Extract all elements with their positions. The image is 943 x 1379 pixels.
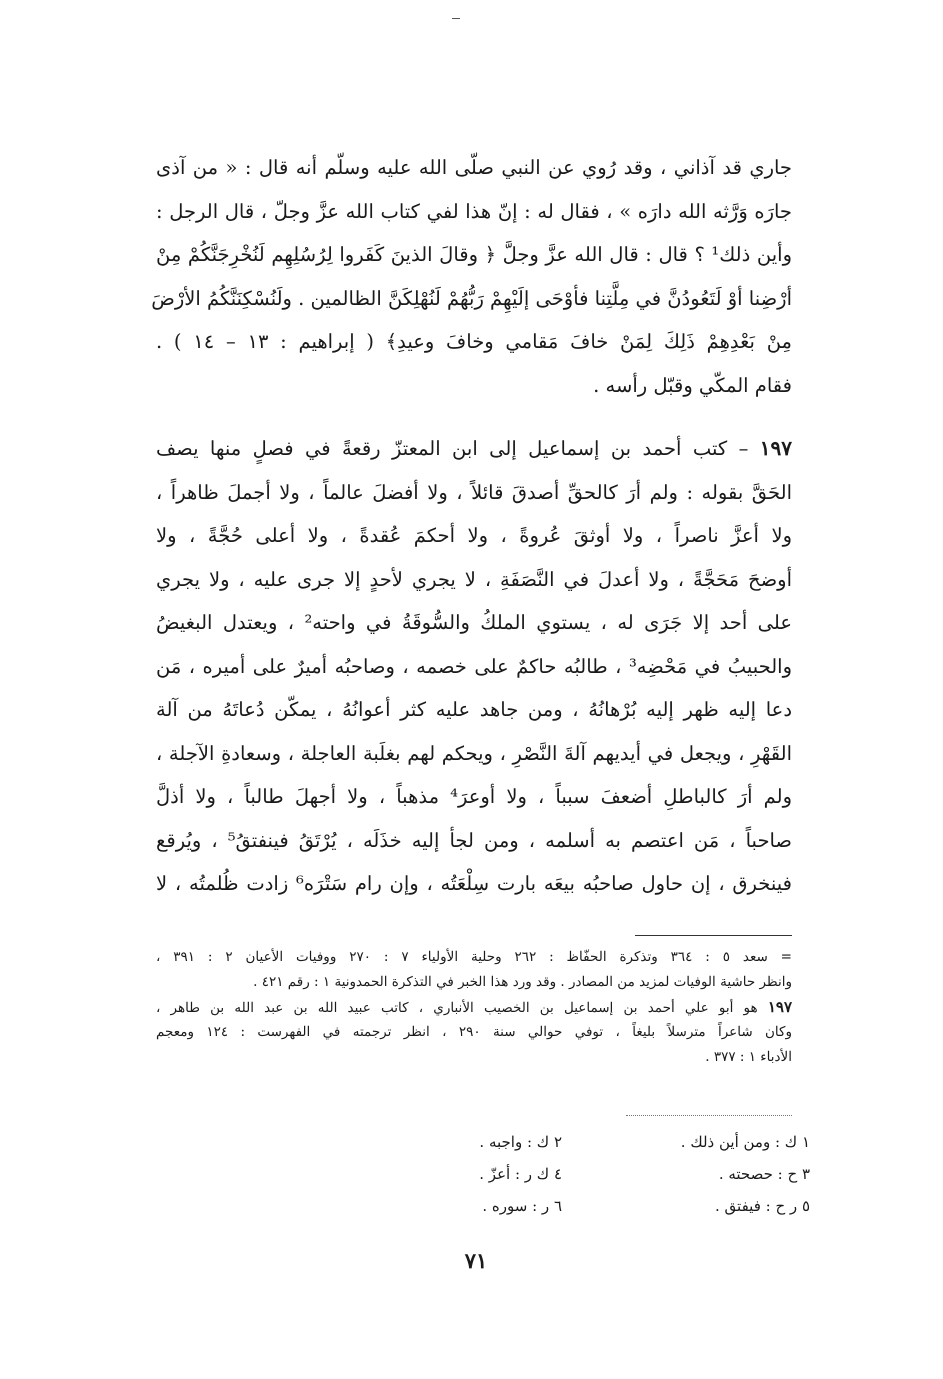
variant-row	[360, 1126, 810, 1158]
text-line: مِنْ بَعْدِهِمْ ذَلِكَ لِمَنْ خافَ مَقامي وخافَ وعيدِ﴾ ( إبراهيم : ١٣ – ١٤ ) .	[156, 330, 792, 353]
variant-reading: ٣ ح : حصحته .	[718, 1165, 810, 1183]
text-line: أوضحَ مَحَجَّةً ، ولا أعدلَ في النَّصَفَةِ ، لا يجري لأحدٍ إلا جرى عليه ، ولا يجري	[156, 567, 792, 591]
text-line: صاحباً ، مَن اعتصم به أسلمه ، ومن لجأ إليه خذَلَه ، يُرْتَقُ فينفتقُ⁵ ، ويُرقع	[156, 828, 792, 852]
text-line: فينخرق ، إن حاول صاحبُه بيعَه بارت سِلْعَتُه ، وإن رام سَتْرَه⁶ زادت ظُلمتُه ، لا	[156, 872, 792, 895]
variants-divider	[626, 1115, 792, 1116]
text-line: ولا أعزَّ ناصراً ، ولا أوثقَ عُروةً ، ولا أحكمَ عُقدةً ، ولا أعلى حُجَّةً ، ولا	[156, 524, 792, 547]
paragraph-gap	[156, 407, 792, 427]
variant-readings	[360, 1126, 810, 1222]
text-line: أرْضِنا أوْ لَتَعُودُنَّ في مِلَّتِنا فأوْحَى إلَيْهِمْ رَبُّهُمْ لَنُهْلِكَنَّ الظالمين . ولَنُسْكِنَنَّكُمُ الأرْضَ	[151, 286, 792, 310]
entry-first-line	[156, 427, 792, 471]
text-line: على أحد إلا جَرَى له ، يستوي الملكُ والسُّوقَةُ في واحته² ، ويعتدل البغيضُ	[156, 611, 792, 634]
variant-row	[360, 1190, 810, 1222]
footnotes-block	[156, 945, 792, 1070]
text-line: ولم أرَ كالباطلِ أضعفَ سبباً ، ولا أوعرَ⁴ مذهباً ، ولا أجهلَ طالباً ، ولا أذلَّ	[156, 785, 792, 808]
footnote-line: = سعد ٥ : ٣٦٤ وتذكرة الحفّاظ : ٢٦٢ وحلية الأولياء ٧ : ٢٧٠ ووفيات الأعيان ٢ : ٣٩١ ،	[156, 949, 792, 965]
text-line: دعا إليه ظهر إليه بُرْهانُهُ ، ومن جاهد عليه كثر أعوانُهُ ، يمكّن دُعاتَهُ من آلة	[156, 698, 792, 721]
text-line: فقام المكّي وقبّل رأسه .	[593, 373, 792, 397]
text-line: وأين ذلك¹ ؟ قال : قال الله عزَّ وجلَّ ﴿ وقالَ الذينَ كَفَروا لِرُسُلِهِم لَنُخْرِجَنَّكُمْ مِنْ	[156, 243, 792, 266]
variant-row	[360, 1158, 810, 1190]
variant-reading: ٦ ر : سوره .	[482, 1197, 562, 1215]
footnote-line: وانظر حاشية الوفيات لمزيد من المصادر . وقد ورد هذا الخبر في التذكرة الحمدونية ١ : رقم ٤٢١ .	[253, 974, 792, 990]
top-mark	[452, 18, 460, 19]
footnote-divider	[635, 935, 792, 936]
footnote-entry-text: هو أبو علي أحمد بن إسماعيل بن الخصيب الأنباري ، كاتب عبيد الله بن عبد الله بن طاهر ،	[156, 1000, 758, 1016]
footnote-entry-line	[156, 995, 792, 1020]
footnote-line: وكان شاعراً مترسلاً بليغاً ، توفي حوالي سنة ٢٩٠ ، انظر ترجمته في الفهرست : ١٢٤ ومعجم	[156, 1024, 792, 1040]
text-line: جارَه وَرَّثه الله دارَه » ، فقال له : إنّ هذا لفي كتاب الله عزَّ وجلّ ، قال الرجل :	[156, 199, 792, 223]
entry-text: – كتب أحمد بن إسماعيل إلى ابن المعتزّ رقعةً في فصلٍ منها يصف	[156, 437, 749, 460]
variant-reading: ١ ك : ومن أين ذلك .	[680, 1133, 810, 1151]
footnote-line: الأدباء ١ : ٣٧٧ .	[705, 1049, 792, 1065]
variant-reading: ٢ ك : واجبه .	[479, 1133, 562, 1151]
page-number: ٧١	[464, 1248, 488, 1273]
text-line: الحَقَّ بقوله : ولم أرَ كالحقِّ أصدقَ قائلاً ، ولا أفضلَ عالماً ، ولا أجملَ ظاهراً ،	[156, 480, 792, 504]
main-text-block	[151, 146, 792, 906]
entry-number: ١٩٧	[759, 436, 792, 460]
footnote-entry-number: ١٩٧	[767, 998, 792, 1016]
text-line: والحبيبُ في مَحْضِه³ ، طالبُه حاكمٌ على خصمه ، وصاحبُه أميرٌ على أميره ، مَن	[156, 654, 792, 678]
text-line: القَهْرِ ، ويجعل في أيديهم آلةَ النَّصْرِ ، ويحكم لهم بغلَبة العاجلة ، وسعادةِ الآجلة ،	[156, 741, 792, 765]
text-line: جاري قد آذاني ، وقد رُوي عن النبي صلّى الله عليه وسلّم أنه قال : « من آذى	[156, 156, 792, 179]
variant-reading: ٥ ر ح : فيفتق .	[715, 1197, 810, 1215]
variant-reading: ٤ ك ر : أعزّ .	[479, 1165, 562, 1183]
